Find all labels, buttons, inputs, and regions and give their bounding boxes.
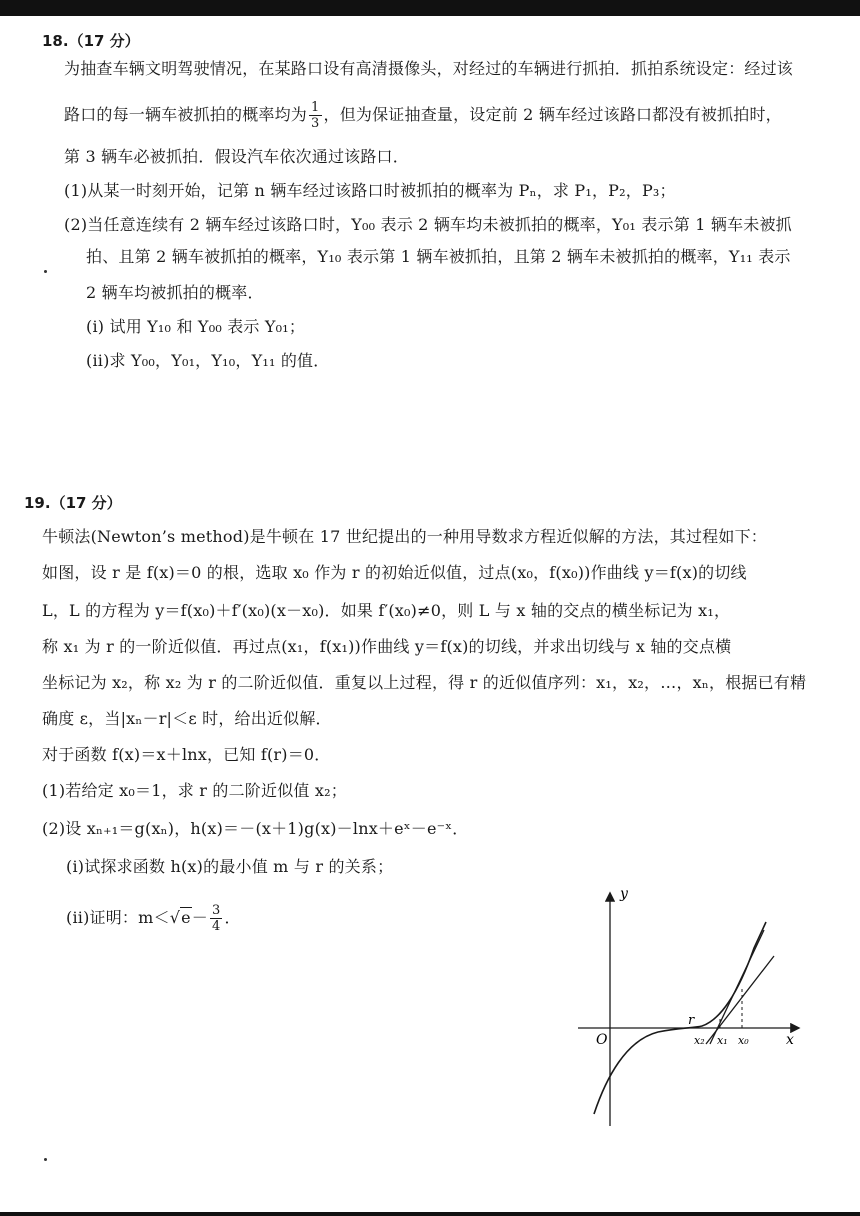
q19-sub-i: (i)试探求函数 h(x)的最小值 m 与 r 的关系； bbox=[66, 857, 394, 876]
q18-sub-i: (i) 试用 Y₁₀ 和 Y₀₀ 表示 Y₀₁； bbox=[86, 317, 306, 336]
origin-label: O bbox=[596, 1032, 608, 1048]
scan-speck bbox=[44, 1158, 47, 1161]
q19-line-2: 如图，设 r 是 f(x)＝0 的根，选取 x₀ 作为 r 的初始近似值，过点(x₀，f(x₀))作曲线 y＝f(x)的切线 bbox=[42, 563, 747, 582]
q18-part-1: (1)从某一时刻开始，记第 n 辆车经过该路口时被抓拍的概率为 Pₙ，求 P₁，P₂，P₃； bbox=[64, 181, 676, 200]
probability-fraction: $\frac{1}{3}$ bbox=[311, 100, 320, 131]
x1-label: x₁ bbox=[717, 1034, 728, 1047]
newton-method-figure bbox=[578, 888, 810, 1132]
x0-label: x₀ bbox=[738, 1034, 749, 1047]
x-axis-label: x bbox=[786, 1032, 794, 1048]
top-border bbox=[0, 0, 860, 16]
q18-part-2-line-3: 2 辆车均被抓拍的概率． bbox=[86, 283, 264, 302]
q19-sub-ii-end: ． bbox=[224, 908, 241, 927]
q18-intro-line-2a: 路口的每一辆车被抓拍的概率均为 bbox=[64, 105, 308, 124]
sqrt-symbol: √ bbox=[169, 908, 181, 927]
q18-sub-ii: (ii)求 Y₀₀，Y₀₁，Y₁₀，Y₁₁ 的值． bbox=[86, 351, 330, 370]
q18-part-2-line-1: (2)当任意连续有 2 辆车经过该路口时，Y₀₀ 表示 2 辆车均未被抓拍的概率，Y₀₁ 表示第 1 辆车未被抓 bbox=[64, 215, 792, 234]
q18-intro-line-2 bbox=[64, 96, 782, 134]
root-r-label: r bbox=[688, 1013, 695, 1028]
function-curve bbox=[594, 922, 766, 1114]
x2-label: x₂ bbox=[694, 1034, 705, 1047]
tangent-line-at-x1 bbox=[710, 930, 764, 1044]
q18-header: 18.（17 分） bbox=[42, 32, 140, 50]
q18-intro-line-2b: ，但为保证抽查量，设定前 2 辆车经过该路口都没有被抓拍时， bbox=[323, 105, 782, 124]
sqrt-radicand: e bbox=[181, 908, 191, 927]
q18-intro-line-1: 为抽查车辆文明驾驶情况，在某路口设有高清摄像头，对经过的车辆进行抓拍．抓拍系统设定：经过该 bbox=[64, 59, 794, 78]
q18-intro-line-3: 第 3 辆车必被抓拍．假设汽车依次通过该路口． bbox=[64, 147, 409, 166]
y-axis-label: y bbox=[620, 888, 628, 902]
q19-sub-ii-prefix: (ii)证明：m＜ bbox=[66, 908, 170, 927]
q19-line-5: 坐标记为 x₂，称 x₂ 为 r 的二阶近似值．重复以上过程，得 r 的近似值序列：x₁，x₂，…，xₙ，根据已有精 bbox=[42, 673, 807, 692]
scan-speck bbox=[44, 270, 47, 273]
q19-line-3: L，L 的方程为 y＝f(x₀)＋f′(x₀)(x－x₀)．如果 f′(x₀)≠0，则 L 与 x 轴的交点的横坐标记为 x₁， bbox=[42, 601, 731, 620]
q19-sub-ii bbox=[66, 898, 241, 938]
q18-part-2-line-2: 拍、且第 2 辆车被抓拍的概率，Y₁₀ 表示第 1 辆车被抓拍，且第 2 辆车未被抓拍的概率，Y₁₁ 表示 bbox=[86, 247, 791, 266]
q19-part-1: (1)若给定 x₀＝1，求 r 的二阶近似值 x₂； bbox=[42, 781, 347, 800]
minus-sign: － bbox=[191, 908, 208, 927]
bottom-border bbox=[0, 1212, 860, 1216]
three-quarters-fraction: $\frac{3}{4}$ bbox=[211, 903, 221, 934]
q19-part-2: (2)设 xₙ₊₁＝g(xₙ)，h(x)＝－(x＋1)g(x)－lnx＋eˣ－e⁻ˣ． bbox=[42, 819, 469, 838]
q19-line-4: 称 x₁ 为 r 的一阶近似值．再过点(x₁，f(x₁))作曲线 y＝f(x)的切线，并求出切线与 x 轴的交点横 bbox=[42, 637, 732, 656]
q19-header: 19.（17 分） bbox=[24, 494, 122, 512]
q19-line-7: 对于函数 f(x)＝x＋lnx，已知 f(r)＝0． bbox=[42, 745, 331, 764]
q19-line-1: 牛顿法(Newton’s method)是牛顿在 17 世纪提出的一种用导数求方程近似解的方法，其过程如下： bbox=[42, 527, 767, 546]
q19-line-6: 确度 ε，当|xₙ－r|＜ε 时，给出近似解． bbox=[42, 709, 332, 728]
